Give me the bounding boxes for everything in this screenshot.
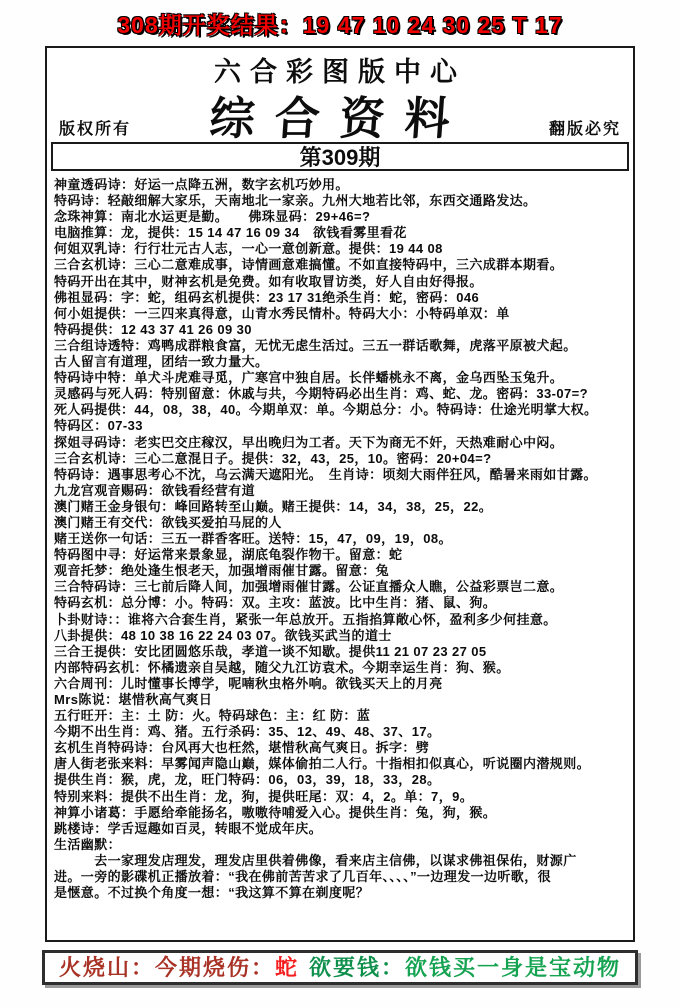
tips-text-block [47,171,633,901]
want-money-label: 欲要钱： [309,955,406,980]
text-line: 八卦提供：48 10 38 16 22 24 03 07。欲钱买武当的道士 [54,627,392,643]
fire-zodiac-value: 蛇 [274,955,299,980]
text-line: 六合周刊：儿时懂事长博学，呢喃秋虫格外响。欲钱买天上的月亮 [54,675,443,691]
text-line: 进。一旁的影碟机正播放着：“我在佛前苦苦求了几百年、、、、”一边理发一边听歌，很 [54,869,552,885]
text-line: 神算小诸葛：手愿给牵能扬名，嗷嗷待哺爱入心。提供生肖：兔，狗，猴。 [54,804,497,820]
text-line: 探姐寻码诗：老实巴交庄稼汉，早出晚归为工者。天下为商无不奸，天热难耐心中闷。 [54,434,564,450]
text-line: 死人码提供：44，08，38，40。今期单双：单。今期总分：小。特码诗：仕途光明掌大权。 [54,402,598,418]
text-line: 特码图中寻：好运常来景象显，湖底龟裂作物干。留意：蛇 [54,547,403,563]
issue-number: 第309期 [51,142,629,171]
text-line: 特码提供：12 43 37 41 26 09 30 [54,321,252,337]
fire-mountain-label: 火烧山：今期烧伤： [58,955,275,980]
text-line: 特码区：07-33 [54,418,143,434]
text-line: 去一家理发店理发，理发店里供着佛像，看来店主信佛，以谋求佛祖保佑，财源广 [54,852,577,868]
text-line: Mrs陈说：堪惜秋高气爽日 [54,692,213,707]
text-line: 佛祖显码：字：蛇，组码玄机提供：23 17 31绝杀生肖：蛇，密码：046 [54,289,480,305]
want-money-text: 欲钱买一身是宝动物 [405,955,622,980]
text-line: 特码诗：遇事思考心不沈，乌云满天遮阳光。 生肖诗：顷刻大雨伴狂风，酷暑来雨如甘露。 [54,466,597,482]
sheet-title: 综合资料 [207,92,472,145]
text-line: 卜卦财诗：：谁将六合套生肖，紧张一年总放开。五指掐算敞心怀，盈利多少何挂意。 [54,611,557,627]
center-name: 六合彩图版中心 [214,57,466,87]
text-line: 三合玄机诗：三心二意难成事，诗情画意难搞懂。不如直接特码中，三六成群本期看。 [54,257,564,273]
text-line: 唐人街老张来料：早雾闻声隐山巅，媒体偷拍二人行。十指相扣似真心，听说圈内潜规则。 [54,756,591,772]
text-line: 特码诗：轻敲细解大家乐，天南地北一家亲。九州大地若比邻，东西交通路发达。 [54,193,537,209]
text-line: 特别来料：提供不出生肖：龙，狗，提供旺尾：双：4，2。单：7，9。 [54,788,474,804]
text-line: 内部特码玄机：怀橘遗亲自吴越，随父九江访袁术。今期幸运生肖：狗、猴。 [54,659,510,675]
text-line: 提供生肖：猴，虎，龙，旺门特码：06，03，39，18，33，28。 [54,772,441,788]
copyright-notice: 版权所有 [59,121,132,138]
text-line: 灵感码与死人码：特别留意：休戚与共，今期特码必出生肖：鸡、蛇、龙。密码：33-07=? [54,386,588,402]
text-line: 澳门赌王有交代：欲钱买爱拍马屁的人 [54,514,282,530]
text-line: 神童透码诗：好运一点降五洲，数字玄机巧妙用。 [54,177,349,192]
text-line: 特码诗中特：单犬斗虎难寻觅，广寒宫中独自居。长伴蟠桃永不离，金乌西坠玉兔升。 [54,370,564,386]
text-line: 念珠神算：南北水运更是勤。 佛珠显码：29+46=? [54,209,371,225]
text-line: 观音托梦：绝处逢生恨老天，加强增雨催甘露。留意：兔 [54,563,390,579]
text-line: 生活幽默： [54,836,122,852]
main-sheet [45,46,635,942]
bottom-banner [42,950,638,985]
text-line: 跳楼诗：学舌逗趣如百灵，转眼不觉成年庆。 [54,820,323,836]
text-line: 三合玄机诗：三心二意混日子。提供：32，43，25，10。密码：20+04=? [54,450,492,466]
text-line: 五行旺开：主：土 防：火。特码球色：主：红 防：蓝 [54,708,371,724]
text-line: 是惬意。不过换个角度一想：“我这算不算在剃度呢？ [54,885,370,901]
text-line: 何小姐提供：一三四来真得意，山青水秀民情朴。特码大小：小特码单双：单 [54,305,510,321]
text-line: 今期不出生肖：鸡、猪。五行杀码：35、12、49、48、37、17。 [54,724,441,740]
text-line: 何姐双乳诗：行行壮元古人志，一心一意创新意。提供：19 44 08 [54,241,443,257]
text-line: 三合王提供：安比团圆悠乐哉，孝道一谈不知歇。提供11 21 07 23 27 05 [54,643,487,659]
text-line: 特码玄机：总分博：小。特码：双。主攻：蓝波。比中生肖：猪、鼠、狗。 [54,595,497,611]
text-line: 九龙宫观音赐码：欲钱看经营有道 [54,482,256,498]
text-line: 赌王送你一句话：三五一群香客旺。送特：15，47，09，19，08。 [54,531,452,547]
text-line: 澳门赌王金身银句：峰回路转至山巅。赌王提供：14，34，38，25，22。 [54,498,493,514]
previous-draw-result: 308期开奖结果：19 47 10 24 30 25 T 17 [117,12,563,38]
text-line: 电脑推算：龙，提供：15 14 47 16 09 34 欲钱看雾里看花 [54,225,407,241]
sheet-header [47,48,633,145]
text-line: 古人留言有道理，团结一致力量大。 [54,354,269,370]
text-line: 特码开出在其中，财神玄机是免费。如有收取冒访类，好人自由好得报。 [54,273,483,289]
text-line: 三合特码诗：三七前后降人间，加强增雨催甘露。公证直播众人瞧，公益彩票岂二意。 [54,579,564,595]
text-line: 玄机生肖特码诗：台风再大也枉然，堪惜秋高气爽日。拆字：劈 [54,740,430,756]
anti-piracy-notice: 翻版必究 [548,121,621,138]
text-line: 三合组诗透特：鸡鸭成群粮食富，无忧无虑生活过。三五一群话歌舞，虎落平原被犬起。 [54,337,577,353]
